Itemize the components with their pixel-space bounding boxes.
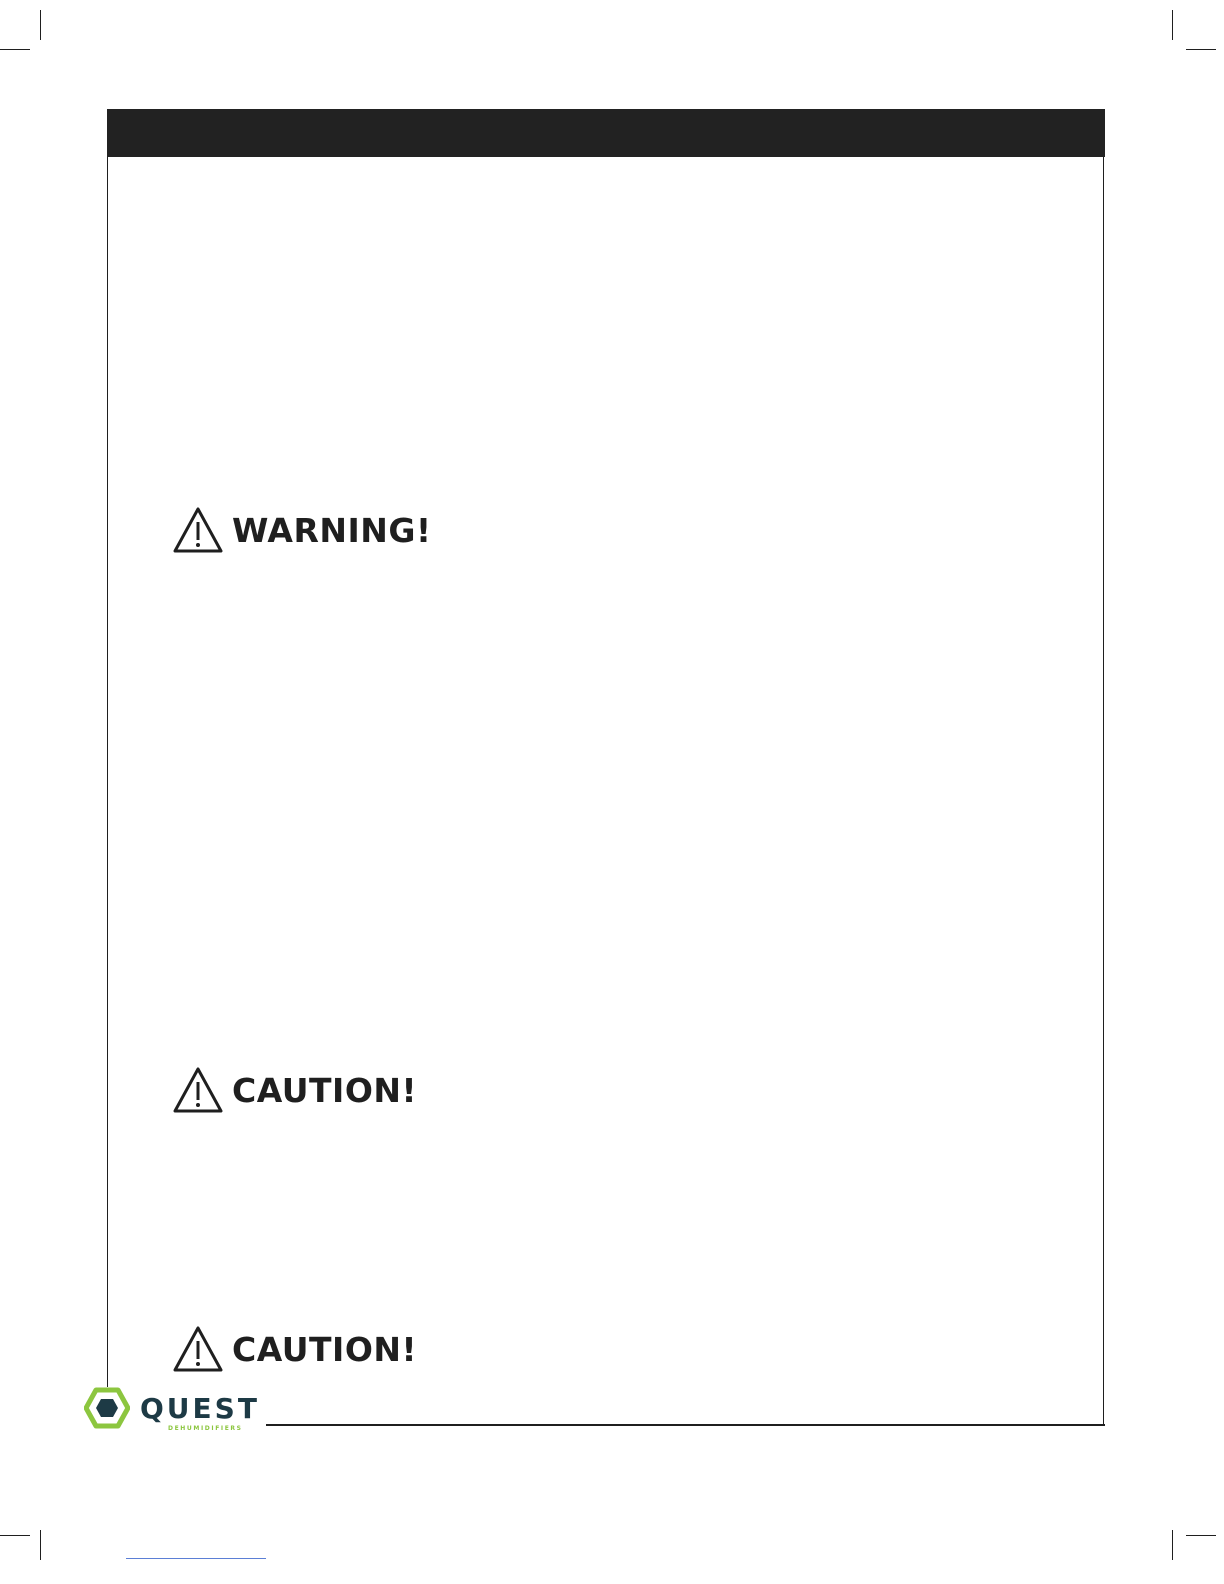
warning-label: WARNING!	[232, 510, 432, 550]
header-bar	[107, 109, 1105, 157]
page-frame	[107, 109, 1104, 1425]
crop-mark-top-left-horizontal	[0, 49, 30, 50]
warning-notice	[172, 506, 432, 554]
warning-triangle-icon	[172, 1066, 224, 1114]
logo-brand-subtitle: DEHUMIDIFIERS	[168, 1425, 243, 1432]
bottom-blue-rule	[126, 1558, 266, 1559]
crop-mark-top-right-vertical	[1172, 10, 1173, 40]
crop-mark-bottom-right-horizontal	[1186, 1535, 1216, 1536]
warning-triangle-icon	[172, 1325, 224, 1373]
crop-mark-top-right-horizontal	[1186, 49, 1216, 50]
caution-label: CAUTION!	[232, 1070, 418, 1110]
page-frame-bottom-rule	[242, 1424, 1105, 1426]
caution-notice-2	[172, 1325, 417, 1373]
caution-label: CAUTION!	[232, 1329, 418, 1369]
logo-wordmark	[140, 1387, 260, 1432]
crop-mark-bottom-left-vertical	[40, 1530, 41, 1560]
logo-brand-name: QUEST	[140, 1392, 260, 1425]
warning-triangle-icon	[172, 506, 224, 554]
caution-notice-1	[172, 1066, 417, 1114]
crop-mark-top-left-vertical	[40, 10, 41, 40]
hexagon-logo-icon	[84, 1387, 130, 1434]
crop-mark-bottom-right-vertical	[1172, 1530, 1173, 1560]
quest-logo	[84, 1387, 266, 1434]
crop-mark-bottom-left-horizontal	[0, 1535, 30, 1536]
